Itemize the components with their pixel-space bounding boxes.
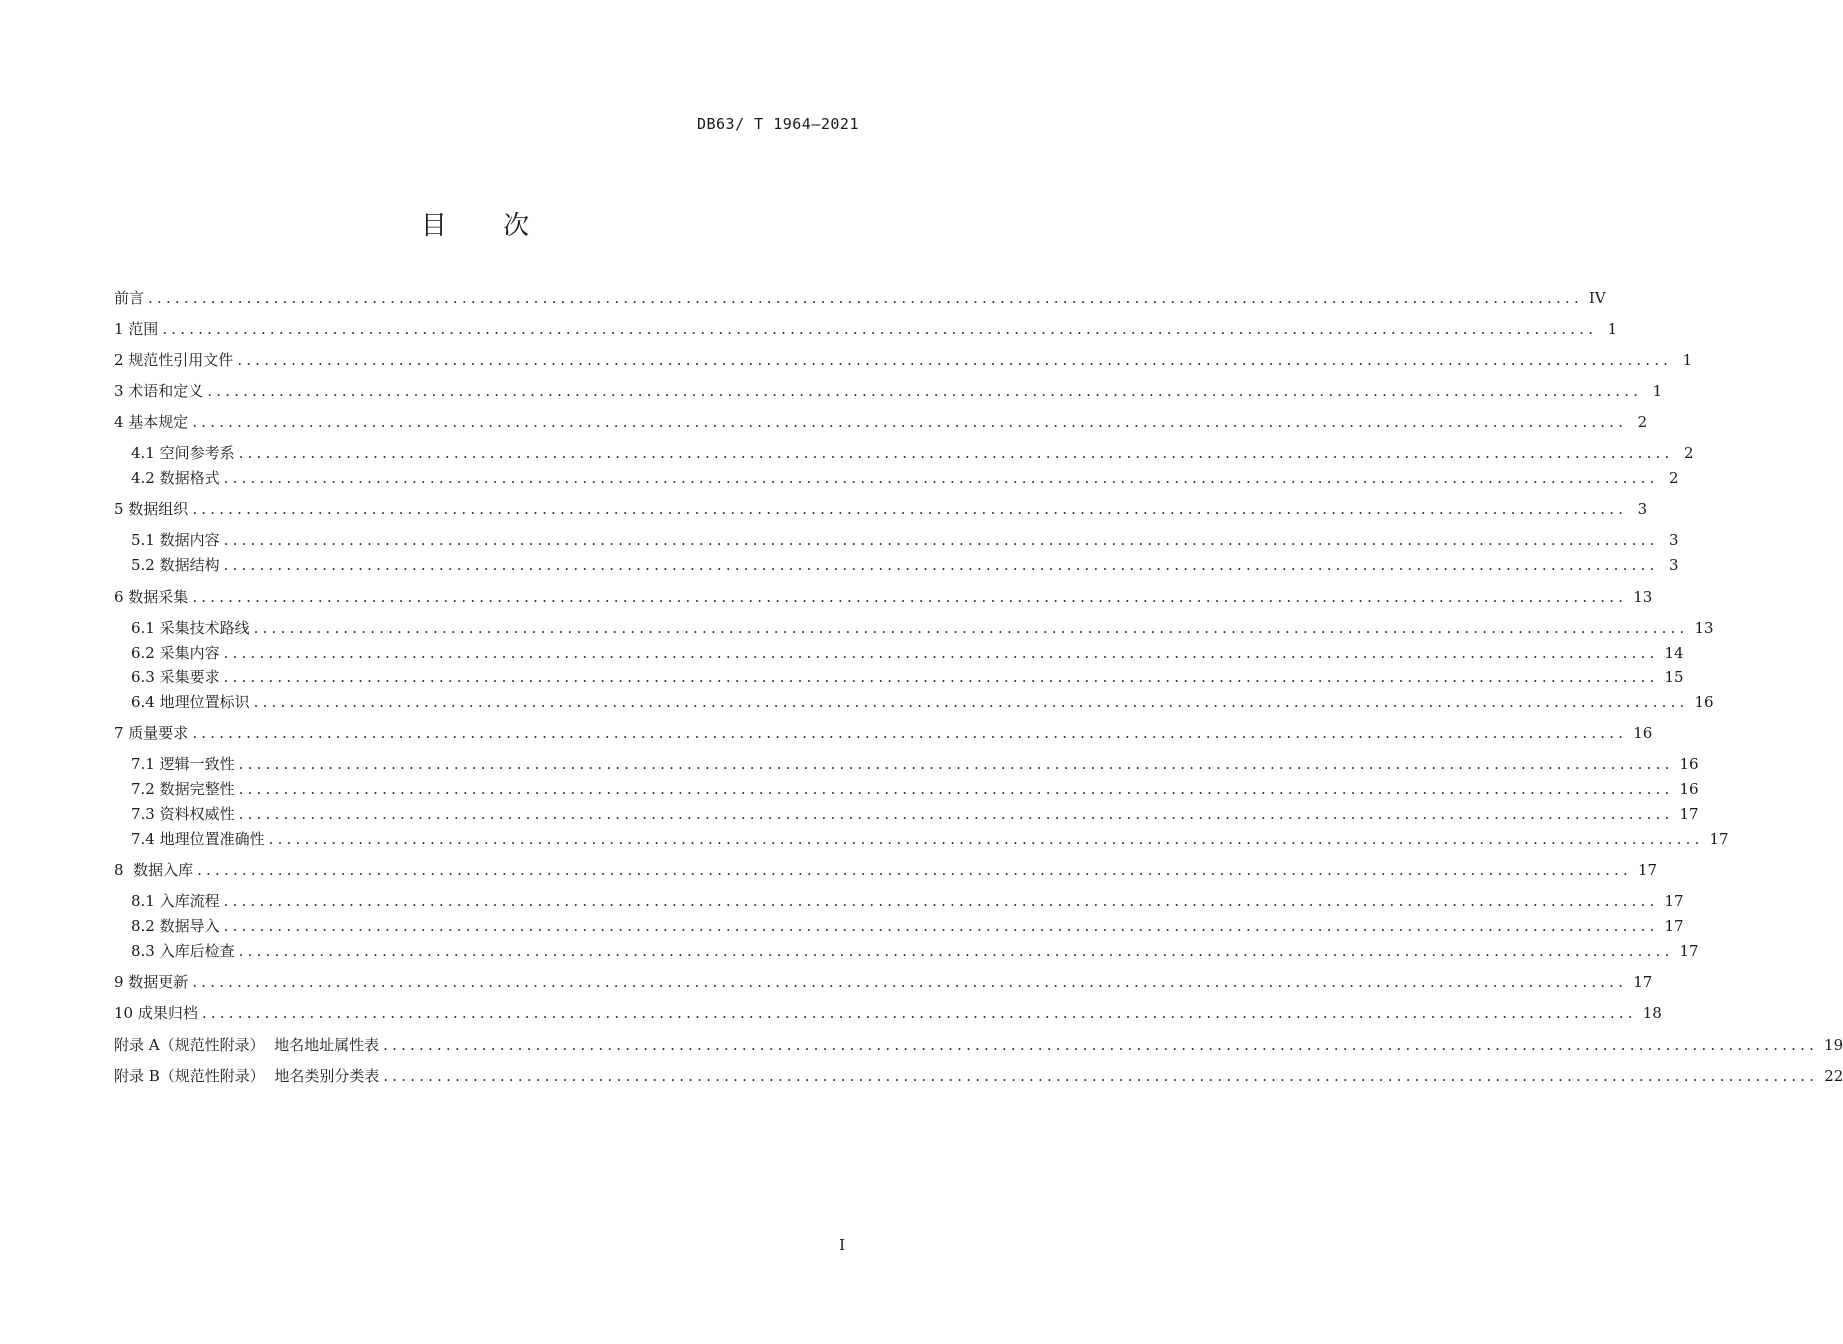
dot-leader: ................................................................................................................................................................ — [201, 1004, 1637, 1022]
toc-subentry[interactable] — [131, 441, 1694, 465]
toc-entry-label: 8.1 入库流程 — [131, 892, 220, 910]
toc-entry-page: 1 — [1652, 382, 1663, 400]
dot-leader: ................................................................................................................................................................ — [207, 382, 1643, 400]
dot-leader: ................................................................................................................................................................ — [268, 830, 1704, 848]
toc-entry-page: 1 — [1607, 320, 1618, 338]
dot-leader: ................................................................................................................................................................ — [192, 588, 1628, 606]
toc-subentry[interactable] — [131, 802, 1699, 826]
toc-entry-page: IV — [1588, 289, 1606, 307]
toc-entry-label: 9 数据更新 — [114, 973, 189, 991]
toc-entry-label: 7.2 数据完整性 — [131, 780, 235, 798]
toc-entry[interactable] — [114, 379, 1663, 403]
toc-entry-page: 3 — [1668, 531, 1679, 549]
toc-entry-page: 14 — [1664, 644, 1684, 662]
toc-subentry[interactable] — [131, 665, 1684, 689]
toc-entry-page: 17 — [1709, 830, 1729, 848]
toc-entry-label: 8 数据入库 — [114, 861, 194, 879]
toc-entry-page: 15 — [1664, 668, 1684, 686]
dot-leader: ................................................................................................................................................................ — [192, 500, 1628, 518]
toc-entry-page: 2 — [1637, 413, 1648, 431]
toc-entry-label: 附录 A（规范性附录） 地名地址属性表 — [114, 1036, 380, 1054]
toc-entry[interactable] — [114, 970, 1653, 994]
dot-leader: ................................................................................................................................................................ — [148, 289, 1583, 307]
dot-leader: ................................................................................................................................................................ — [162, 320, 1598, 338]
toc-entry-label: 6 数据采集 — [114, 588, 189, 606]
toc-entry[interactable] — [114, 410, 1648, 434]
toc-entry-label: 5.2 数据结构 — [131, 556, 220, 574]
toc-subentry[interactable] — [131, 777, 1699, 801]
dot-leader: ................................................................................................................................................................ — [238, 780, 1674, 798]
dot-leader: ................................................................................................................................................................ — [238, 755, 1674, 773]
toc-entry[interactable] — [114, 286, 1606, 310]
toc-entry[interactable] — [114, 721, 1653, 745]
toc-entry-label: 3 术语和定义 — [114, 382, 204, 400]
dot-leader: ................................................................................................................................................................ — [197, 861, 1632, 879]
toc-entry-page: 17 — [1637, 861, 1658, 879]
dot-leader: ................................................................................................................................................................ — [383, 1036, 1819, 1054]
toc-entry-page: 19 — [1824, 1036, 1843, 1054]
toc-subentry[interactable] — [131, 466, 1679, 490]
dot-leader: ................................................................................................................................................................ — [192, 413, 1628, 431]
toc-entry[interactable] — [114, 1033, 1843, 1057]
toc-entry-label: 6.3 采集要求 — [131, 668, 220, 686]
dot-leader: ................................................................................................................................................................ — [192, 724, 1628, 742]
dot-leader: ................................................................................................................................................................ — [383, 1067, 1819, 1085]
toc-entry-label: 6.1 采集技术路线 — [131, 619, 250, 637]
dot-leader: ................................................................................................................................................................ — [253, 619, 1689, 637]
dot-leader: ................................................................................................................................................................ — [223, 469, 1659, 487]
toc-subentry[interactable] — [131, 889, 1684, 913]
toc-entry-label: 7.1 逻辑一致性 — [131, 755, 235, 773]
toc-entry[interactable] — [114, 348, 1693, 372]
toc-entry-page: 3 — [1668, 556, 1679, 574]
toc-entry-page: 2 — [1668, 469, 1679, 487]
toc-entry-label: 7 质量要求 — [114, 724, 189, 742]
toc-entry-label: 5.1 数据内容 — [131, 531, 220, 549]
document-code: DB63/ T 1964—2021 — [696, 115, 859, 133]
toc-subentry[interactable] — [131, 914, 1684, 938]
toc-entry-label: 6.4 地理位置标识 — [131, 693, 250, 711]
toc-entry-page: 16 — [1694, 693, 1714, 711]
toc-entry-label: 8.3 入库后检查 — [131, 942, 235, 960]
toc-subentry[interactable] — [131, 616, 1714, 640]
toc-entry-page: 17 — [1679, 942, 1699, 960]
dot-leader: ................................................................................................................................................................ — [253, 693, 1689, 711]
toc-entry-label: 4 基本规定 — [114, 413, 189, 431]
toc-entry[interactable] — [114, 858, 1658, 882]
dot-leader: ................................................................................................................................................................ — [223, 531, 1659, 549]
toc-entry-page: 17 — [1664, 917, 1684, 935]
toc-entry[interactable] — [114, 1001, 1662, 1025]
dot-leader: ................................................................................................................................................................ — [237, 351, 1673, 369]
toc-subentry[interactable] — [131, 690, 1714, 714]
toc-entry-label: 7.4 地理位置准确性 — [131, 830, 265, 848]
toc-entry[interactable] — [114, 1064, 1843, 1088]
toc-entry-page: 17 — [1679, 805, 1699, 823]
toc-entry-page: 1 — [1682, 351, 1693, 369]
toc-entry-page: 13 — [1694, 619, 1714, 637]
toc-entry-label: 10 成果归档 — [114, 1004, 198, 1022]
toc-subentry[interactable] — [131, 939, 1699, 963]
toc-entry-page: 22 — [1824, 1067, 1843, 1085]
toc-entry-page: 16 — [1633, 724, 1653, 742]
toc-entry-label: 5 数据组织 — [114, 500, 189, 518]
dot-leader: ................................................................................................................................................................ — [238, 942, 1674, 960]
toc-entry-label: 4.2 数据格式 — [131, 469, 220, 487]
toc-entry[interactable] — [114, 585, 1653, 609]
toc-entry-page: 17 — [1633, 973, 1653, 991]
dot-leader: ................................................................................................................................................................ — [223, 556, 1659, 574]
toc-entry-label: 6.2 采集内容 — [131, 644, 220, 662]
toc-entry-page: 18 — [1642, 1004, 1662, 1022]
dot-leader: ................................................................................................................................................................ — [223, 917, 1659, 935]
toc-entry-page: 17 — [1664, 892, 1684, 910]
toc-subentry[interactable] — [131, 641, 1684, 665]
dot-leader: ................................................................................................................................................................ — [238, 444, 1674, 462]
toc-entry-page: 16 — [1679, 755, 1699, 773]
toc-subentry[interactable] — [131, 553, 1679, 577]
toc-entry-page: 3 — [1637, 500, 1648, 518]
toc-entry-label: 7.3 资料权威性 — [131, 805, 235, 823]
toc-entry-page: 16 — [1679, 780, 1699, 798]
toc-entry[interactable] — [114, 317, 1618, 341]
toc-entry-label: 4.1 空间参考系 — [131, 444, 235, 462]
dot-leader: ................................................................................................................................................................ — [223, 668, 1659, 686]
toc-entry[interactable] — [114, 497, 1648, 521]
toc-entry-page: 13 — [1633, 588, 1653, 606]
dot-leader: ................................................................................................................................................................ — [192, 973, 1628, 991]
toc-entry-page: 2 — [1683, 444, 1694, 462]
toc-subentry[interactable] — [131, 528, 1679, 552]
toc-entry-label: 8.2 数据导入 — [131, 917, 220, 935]
toc-entry-label: 前言 — [114, 289, 145, 307]
toc-title: 目 次 — [420, 211, 554, 241]
page-number: I — [839, 1236, 845, 1254]
dot-leader: ................................................................................................................................................................ — [238, 805, 1674, 823]
toc-entry-label: 1 范围 — [114, 320, 159, 338]
dot-leader: ................................................................................................................................................................ — [223, 644, 1659, 662]
toc-entry-label: 附录 B（规范性附录） 地名类别分类表 — [114, 1067, 380, 1085]
dot-leader: ................................................................................................................................................................ — [223, 892, 1659, 910]
toc-subentry[interactable] — [131, 827, 1729, 851]
toc-entry-label: 2 规范性引用文件 — [114, 351, 234, 369]
toc-subentry[interactable] — [131, 752, 1699, 776]
